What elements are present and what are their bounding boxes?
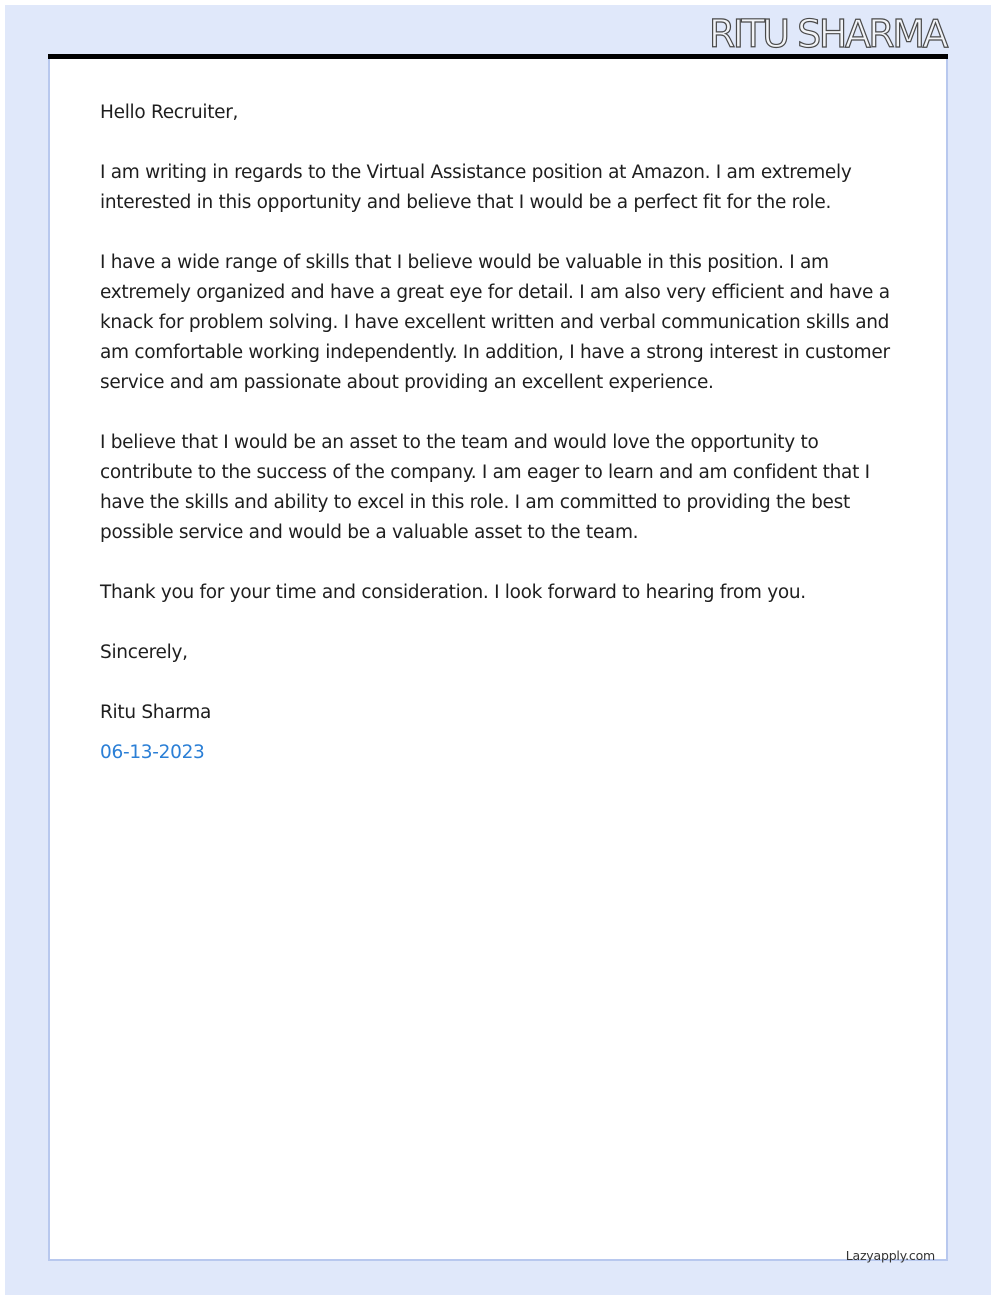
letter-closing: Sincerely,: [100, 642, 188, 663]
letter-signature: Ritu Sharma: [100, 702, 211, 723]
letter-paragraph-3: I believe that I would be an asset to the team and would love the opportunity to contribute to the success of the company. I am eager to learn and am confident that I have the skills and ability to excel in this role. I am committed to providing the best possible service and would be a valuable asset to the team.: [100, 432, 870, 543]
applicant-name-heading: RITU SHARMA: [708, 12, 946, 56]
letter-paragraph-2: I have a wide range of skills that I believe would be valuable in this position. I am extremely organized and have a great eye for detail. I am also very efficient and have a knack for problem solving. I have excellent written and verbal communication skills and am comfortable working independently. In addition, I have a strong interest in customer service and am passionate about providing an excellent experience.: [100, 252, 890, 393]
footer-brand: Lazyapply.com: [845, 1248, 935, 1263]
letter-paragraph-1: I am writing in regards to the Virtual Assistance position at Amazon. I am extremely interested in this opportunity and believe that I would be a perfect fit for the role.: [100, 162, 852, 213]
letter-body: [100, 98, 900, 768]
letter-greeting: Hello Recruiter,: [100, 102, 239, 123]
letter-date: 06-13-2023: [100, 742, 205, 763]
letter-paragraph-4: Thank you for your time and consideration. I look forward to hearing from you.: [100, 582, 806, 603]
